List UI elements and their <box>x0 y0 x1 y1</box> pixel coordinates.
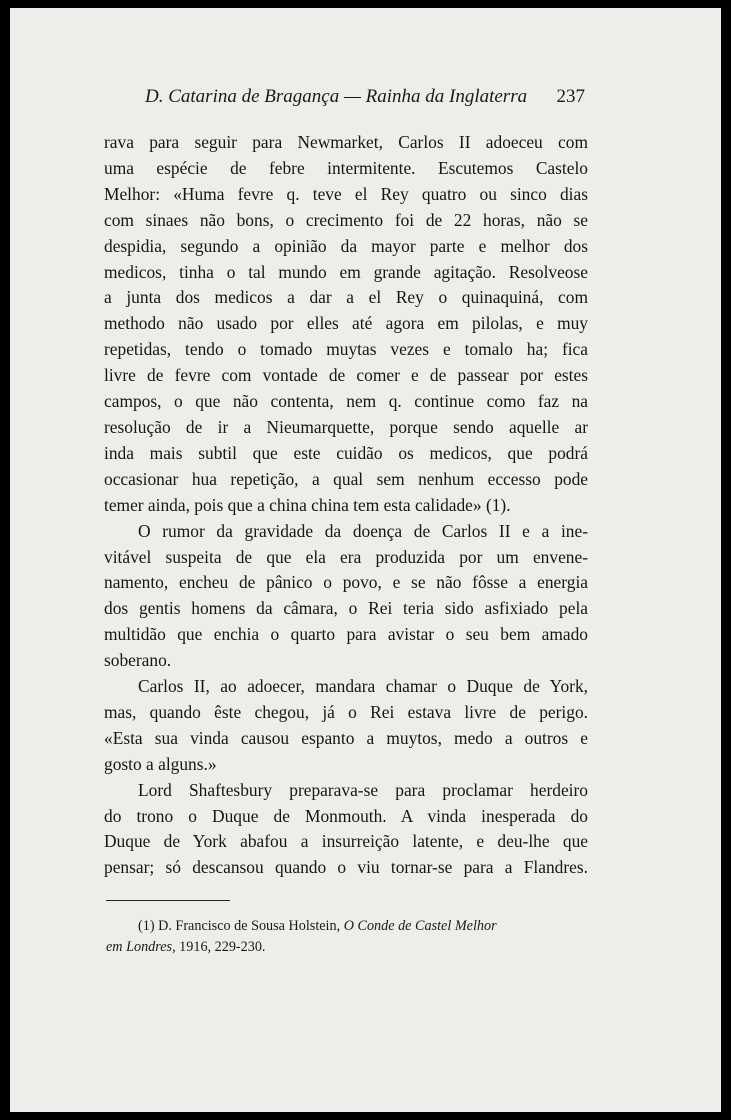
text-line: namento, encheu de pânico o povo, e se não fôsse a energia <box>104 572 588 593</box>
footnote-title-part2: em Londres, <box>106 939 176 955</box>
text-line: Duque de York abafou a insurreição latente, e deu-lhe que <box>104 831 588 852</box>
text-line: Carlos II, ao adoecer, mandara chamar o Duque de York, <box>138 676 588 697</box>
text-line: campos, o que não contenta, nem q. continue como faz na <box>104 391 588 412</box>
text-line: temer ainda, pois que a china china tem esta calidade» (1). <box>104 494 511 515</box>
text-line: uma espécie de febre intermitente. Escutemos Castelo <box>104 157 588 178</box>
text-line: do trono o Duque de Monmouth. A vinda inesperada do <box>104 805 588 826</box>
page-number: 237 <box>556 86 585 107</box>
text-line: resolução de ir a Nieumarquette, porque sendo aquelle ar <box>104 416 588 437</box>
text-line: repetidas, tendo o tomado muytas vezes e tomalo ha; fica <box>104 339 588 360</box>
footnote-line-2 <box>106 937 590 958</box>
text-line: com sinaes não bons, o crecimento foi de 22 horas, não se <box>104 209 588 230</box>
text-line: «Esta sua vinda causou espanto a muytos, medo a outros e <box>104 727 588 748</box>
text-line: methodo não usado por elles até agora em pilolas, e muy <box>104 313 588 334</box>
footnote-title-part1: O Conde de Castel Melhor <box>343 918 497 934</box>
footnote-divider <box>106 900 230 901</box>
text-line: occasionar hua repetição, a qual sem nenhum eccesso pode <box>104 468 588 489</box>
text-line: soberano. <box>104 650 172 671</box>
text-line: O rumor da gravidade da doença de Carlos II e a ine- <box>138 520 588 541</box>
text-line: Lord Shaftesbury preparava-se para proclamar herdeiro <box>138 779 588 800</box>
text-line: mas, quando êste chegou, já o Rei estava livre de perigo. <box>104 701 588 722</box>
text-line: rava para seguir para Newmarket, Carlos II adoeceu com <box>104 132 588 152</box>
text-line: multidão que enchia o quarto para avistar o seu bem amado <box>104 624 588 645</box>
text-line: medicos, tinha o tal mundo em grande agitação. Resolveose <box>104 261 588 282</box>
footnote-marker: (1) <box>138 918 155 934</box>
text-line: gosto a alguns.» <box>104 753 217 774</box>
text-line: vitável suspeita de que ela era produzida por um envene- <box>104 546 588 567</box>
running-header <box>145 86 585 108</box>
text-line: livre de fevre com vontade de comer e de passear por estes <box>104 365 588 386</box>
running-title: D. Catarina de Bragança — Rainha da Inglaterra <box>145 86 528 107</box>
text-line: pensar; só descansou quando o viu tornar-se para a Flandres. <box>104 857 588 878</box>
footnote-line-1 <box>106 916 590 937</box>
text-line: inda mais subtil que este cuidão os medicos, que podrá <box>104 442 588 463</box>
footnote <box>106 916 590 958</box>
body-text <box>104 130 588 881</box>
book-page <box>10 8 721 1112</box>
text-line: a junta dos medicos a dar a el Rey o quinaquiná, com <box>104 287 588 308</box>
footnote-author: D. Francisco de Sousa Holstein, <box>158 918 341 934</box>
text-line: despidia, segundo a opinião da mayor parte e melhor dos <box>104 235 588 256</box>
text-line: Melhor: «Huma fevre q. teve el Rey quatro ou sinco dias <box>104 183 588 204</box>
text-line: dos gentis homens da câmara, o Rei teria sido asfixiado pela <box>104 598 588 619</box>
footnote-details: 1916, 229-230. <box>179 939 266 955</box>
